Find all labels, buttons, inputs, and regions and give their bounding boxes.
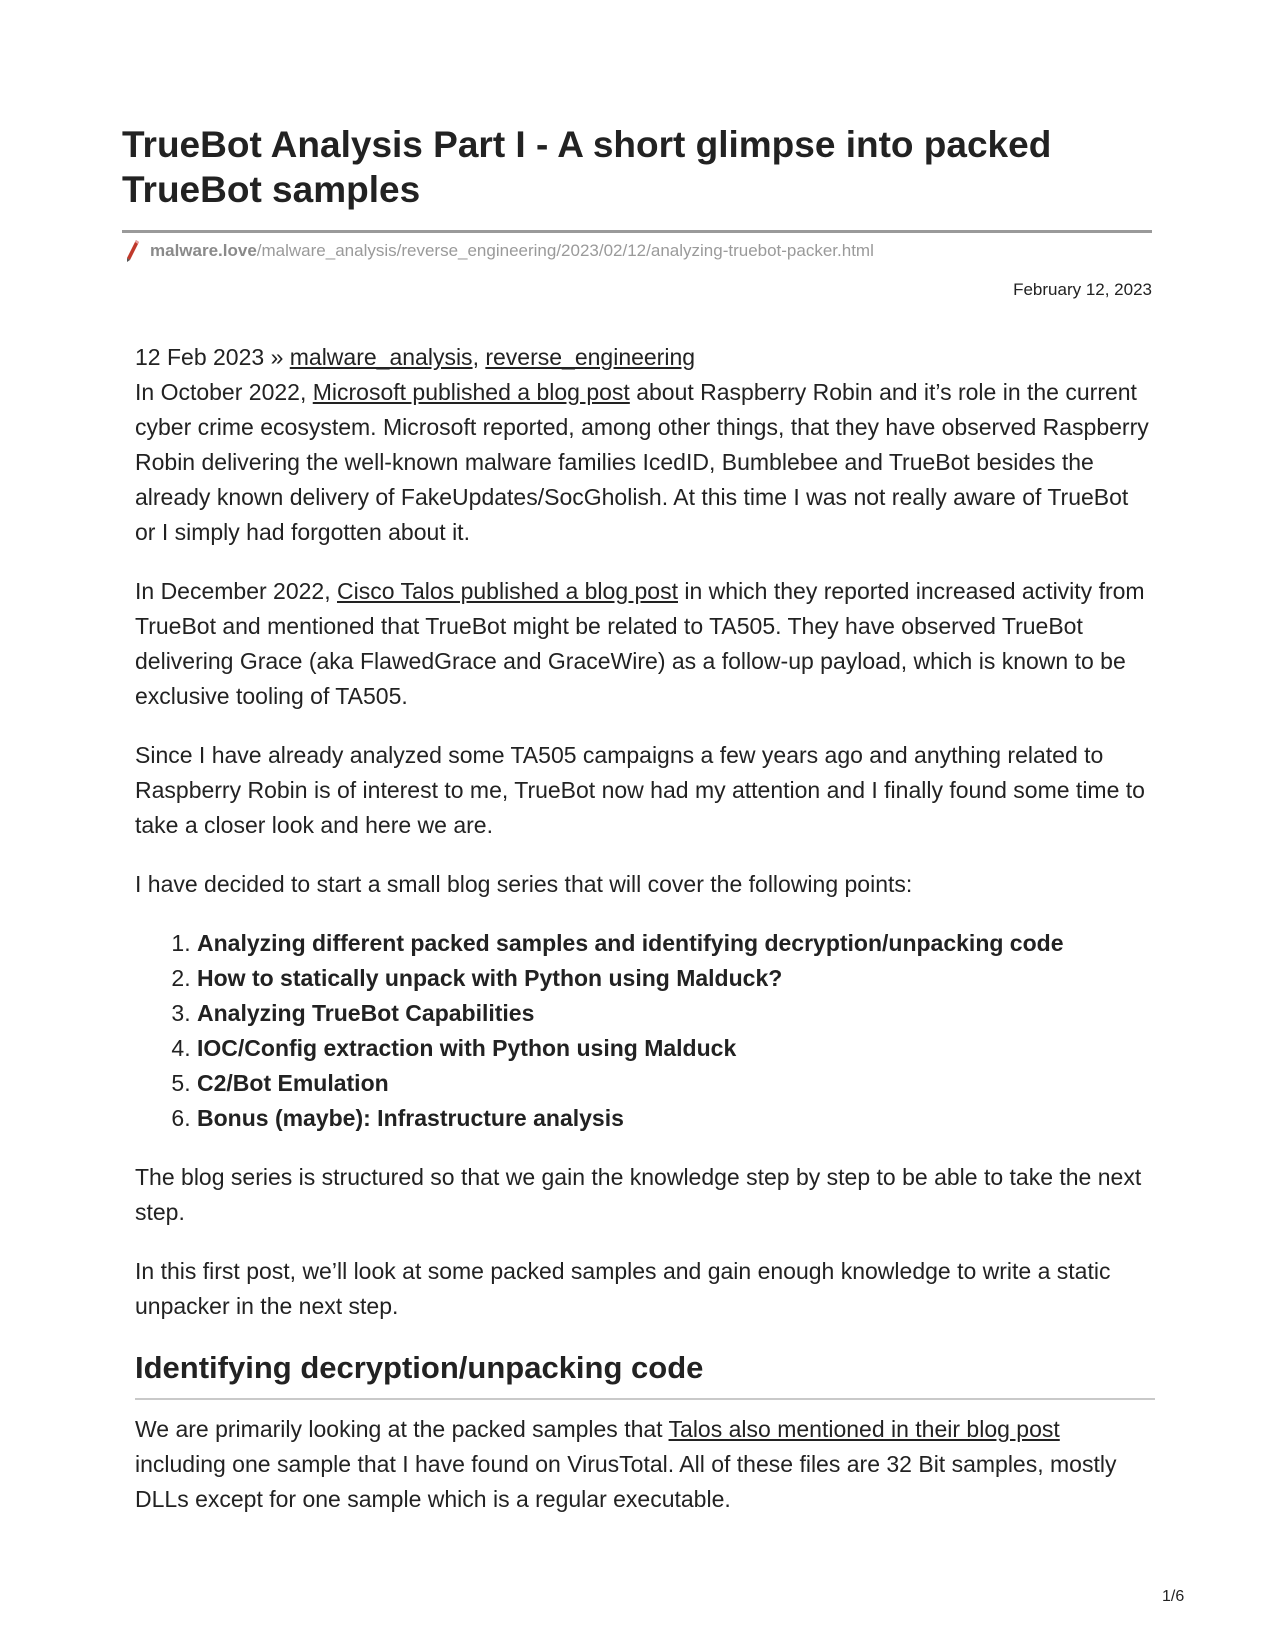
page-number: 1/6 [1162, 1588, 1185, 1605]
paragraph-2 [135, 574, 1155, 714]
list-item: 2. How to statically unpack with Python using Malduck? [197, 961, 1155, 996]
paragraph-7-text-after: including one sample that I have found on VirusTotal. All of these files are 32 Bit samples, mostly DLLs except for one sample which is a regular executable. [135, 1451, 1117, 1512]
post-meta [135, 340, 1155, 375]
paragraph-1-text-before: In October 2022, [135, 379, 313, 405]
paragraph-4: I have decided to start a small blog series that will cover the following points: [135, 871, 913, 897]
title-divider [122, 230, 1152, 233]
paragraph-1-text-after: about Raspberry Robin and it’s role in the current cyber crime ecosystem. Microsoft reported, among other things, that they have observed Raspberry Robin delivering the well-known malware families IcedID, Bumblebee and TrueBot besides the already known delivery of FakeUpdates/SocGholish. At this time I was not really aware of TrueBot or I simply had forgotten about it. [135, 379, 1149, 545]
source-domain: malware.love [150, 241, 257, 260]
list-item: 3. Analyzing TrueBot Capabilities [197, 996, 1155, 1031]
paragraph-2-text-after: in which they reported increased activity from TrueBot and mentioned that TrueBot might be related to TA505. They have observed TrueBot delivering Grace (aka FlawedGrace and GraceWire) as a follow-up payload, which is known to be exclusive tooling of TA505. [135, 578, 1145, 709]
paragraph-7-text-before: We are primarily looking at the packed samples that [135, 1416, 669, 1442]
category-link-malware-analysis[interactable]: malware_analysis [289, 344, 473, 370]
paragraph-3: Since I have already analyzed some TA505 campaigns a few years ago and anything related to Raspberry Robin is of interest to me, TrueBot now had my attention and I finally found some time to take a closer look and here we are. [135, 742, 1145, 838]
category-comma: , [472, 344, 479, 370]
microsoft-blog-link[interactable]: Microsoft published a blog post [312, 379, 630, 405]
list-item: 6. Bonus (maybe): Infrastructure analysis [197, 1101, 1155, 1136]
section-heading: Identifying decryption/unpacking code [135, 1348, 1155, 1400]
article-title: TrueBot Analysis Part I - A short glimpse into packed TrueBot samples [122, 124, 1052, 210]
talos-blog-link[interactable]: Cisco Talos published a blog post [337, 578, 678, 604]
list-item: 1. Analyzing different packed samples and identifying decryption/unpacking code [197, 926, 1155, 961]
paragraph-5: The blog series is structured so that we gain the knowledge step by step to be able to take the next step. [135, 1164, 1142, 1225]
published-date: February 12, 2023 [1013, 280, 1152, 299]
paragraph-1 [135, 375, 1155, 550]
paragraph-7 [135, 1412, 1155, 1517]
pen-icon [126, 239, 140, 263]
list-item: 5. C2/Bot Emulation [197, 1066, 1155, 1101]
source-url[interactable] [126, 240, 874, 262]
meta-separator: » [270, 344, 284, 370]
list-item: 4. IOC/Config extraction with Python using Malduck [197, 1031, 1155, 1066]
blog-series-list [135, 926, 1155, 1136]
source-path: /malware_analysis/reverse_engineering/2023/02/12/analyzing-truebot-packer.html [256, 241, 874, 260]
article-body [135, 340, 1155, 1541]
paragraph-6: In this first post, we’ll look at some packed samples and gain enough knowledge to write a static unpacker in the next step. [135, 1258, 1111, 1319]
category-link-reverse-engineering[interactable]: reverse_engineering [485, 344, 696, 370]
post-date: 12 Feb 2023 [135, 344, 265, 370]
talos-samples-link[interactable]: Talos also mentioned in their blog post [668, 1416, 1060, 1442]
paragraph-2-text-before: In December 2022, [135, 578, 338, 604]
